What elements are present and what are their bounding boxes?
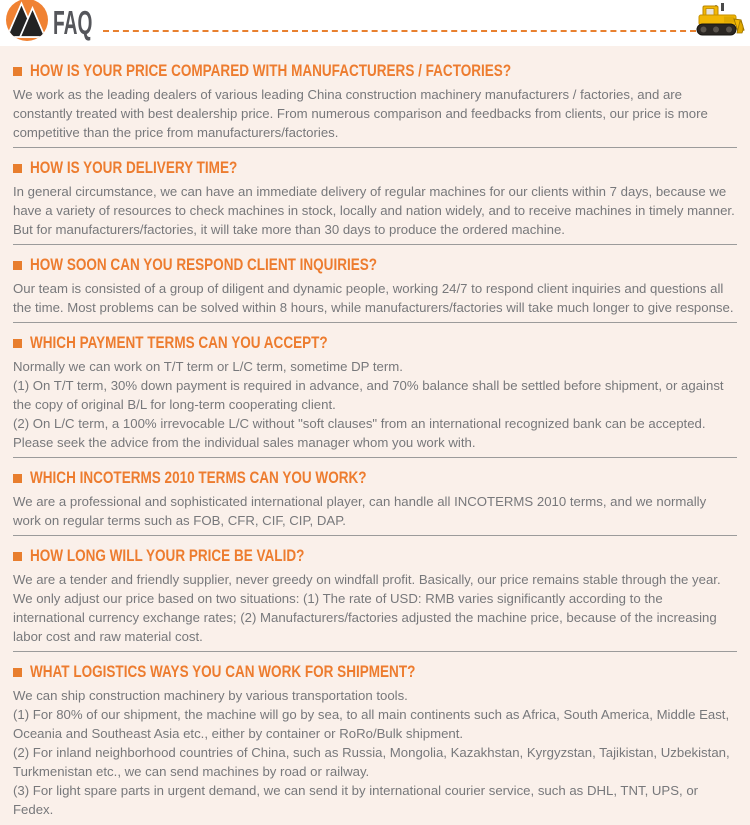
answer [13,570,737,646]
square-bullet-icon [13,164,22,173]
answer-paragraph: In general circumstance, we can have an immediate delivery of regular machines for our clients within 7 days, because we have a variety of resources to check machines in stock, locally and nation widely, and to receive machines in timely manner. But for manufacturers/factories, it will take more than 30 days to produce the ordered machine. [13,184,735,237]
answer-paragraph: We are a tender and friendly supplier, never greedy on windfall profit. Basically, our price remains stable through the year. We only adjust our price based on two situations: (1) The rate of USD: RMB varies significantly according to the international currency exchange rates; (2) Manufacturers/factories adjusted the machine price, because of the increasing labor cost and raw material cost. [13,572,721,644]
answer [13,492,737,530]
faq-question [13,664,737,680]
faq-list [0,46,750,825]
section-divider [13,244,737,245]
faq-section [13,548,737,652]
square-bullet-icon [13,668,22,677]
bulldozer-icon [694,2,746,43]
answer-paragraph: (3) For light spare parts in urgent demand, we can send it by international courier service, such as DHL, TNT, UPS, or Fedex. [13,783,699,817]
faq-section [13,160,737,245]
faq-section [13,257,737,323]
faq-question [13,160,737,176]
section-divider [13,651,737,652]
question-text: HOW SOON CAN YOU RESPOND CLIENT INQUIRIES? [30,255,378,274]
answer-paragraph: (1) On T/T term, 30% down payment is required in advance, and 70% balance shall be settled before shipment, or against the copy of original B/L for long-term cooperating client. [13,378,724,412]
page-header [0,0,750,46]
mountain-logo-icon [5,0,49,43]
answer-paragraph: We are a professional and sophisticated international player, can handle all INCOTERMS 2010 terms, and we normally work on regular terms such as FOB, CFR, CIF, CIP, DAP. [13,494,707,528]
section-divider [13,147,737,148]
section-divider [13,322,737,323]
faq-section [13,63,737,148]
faq-question [13,257,737,273]
answer [13,686,737,819]
answer [13,182,737,239]
question-text: WHAT LOGISTICS WAYS YOU CAN WORK FOR SHIPMENT? [30,662,416,681]
faq-question [13,470,737,486]
answer-paragraph: Our team is consisted of a group of diligent and dynamic people, working 24/7 to respond client inquiries and questions all the time. Most problems can be solved within 8 hours, while manufacturers/factories will take much longer to give response. [13,281,734,315]
answer-paragraph: (2) On L/C term, a 100% irrevocable L/C without "soft clauses" from an international recognized bank can be accepted. Please seek the advice from the individual sales manager whom you work with. [13,416,706,450]
faq-section [13,335,737,458]
answer-paragraph: We work as the leading dealers of various leading China construction machinery manufacturers / factories, and are constantly treated with best dealership price. From numerous comparison and feedbacks from clients, our price is more competitive than the price from manufacturers/factories. [13,87,708,140]
square-bullet-icon [13,474,22,483]
faq-question [13,548,737,564]
question-text: HOW IS YOUR DELIVERY TIME? [30,158,238,177]
square-bullet-icon [13,261,22,270]
answer [13,85,737,142]
square-bullet-icon [13,67,22,76]
faq-section [13,664,737,819]
answer [13,279,737,317]
answer-paragraph: (1) For 80% of our shipment, the machine will go by sea, to all main continents such as Africa, South America, Middle East, Oceania and Southeast Asia etc., either by container or RoRo/Bulk shipment. [13,707,730,741]
dashed-divider [103,30,696,32]
square-bullet-icon [13,339,22,348]
faq-question [13,63,737,79]
section-divider [13,457,737,458]
answer [13,357,737,452]
question-text: HOW LONG WILL YOUR PRICE BE VALID? [30,546,305,565]
answer-paragraph: We can ship construction machinery by various transportation tools. [13,688,408,703]
question-text: WHICH PAYMENT TERMS CAN YOU ACCEPT? [30,333,328,352]
square-bullet-icon [13,552,22,561]
answer-paragraph: (2) For inland neighborhood countries of China, such as Russia, Mongolia, Kazakhstan, Kyrgyzstan, Tajikistan, Uzbekistan, Turkmenistan etc., we can send machines by road or railway. [13,745,730,779]
faq-section [13,470,737,536]
section-divider [13,535,737,536]
question-text: HOW IS YOUR PRICE COMPARED WITH MANUFACTURERS / FACTORIES? [30,61,512,80]
faq-question [13,335,737,351]
page-title: FAQ [53,4,93,41]
answer-paragraph: Normally we can work on T/T term or L/C term, sometime DP term. [13,359,403,374]
question-text: WHICH INCOTERMS 2010 TERMS CAN YOU WORK? [30,468,367,487]
